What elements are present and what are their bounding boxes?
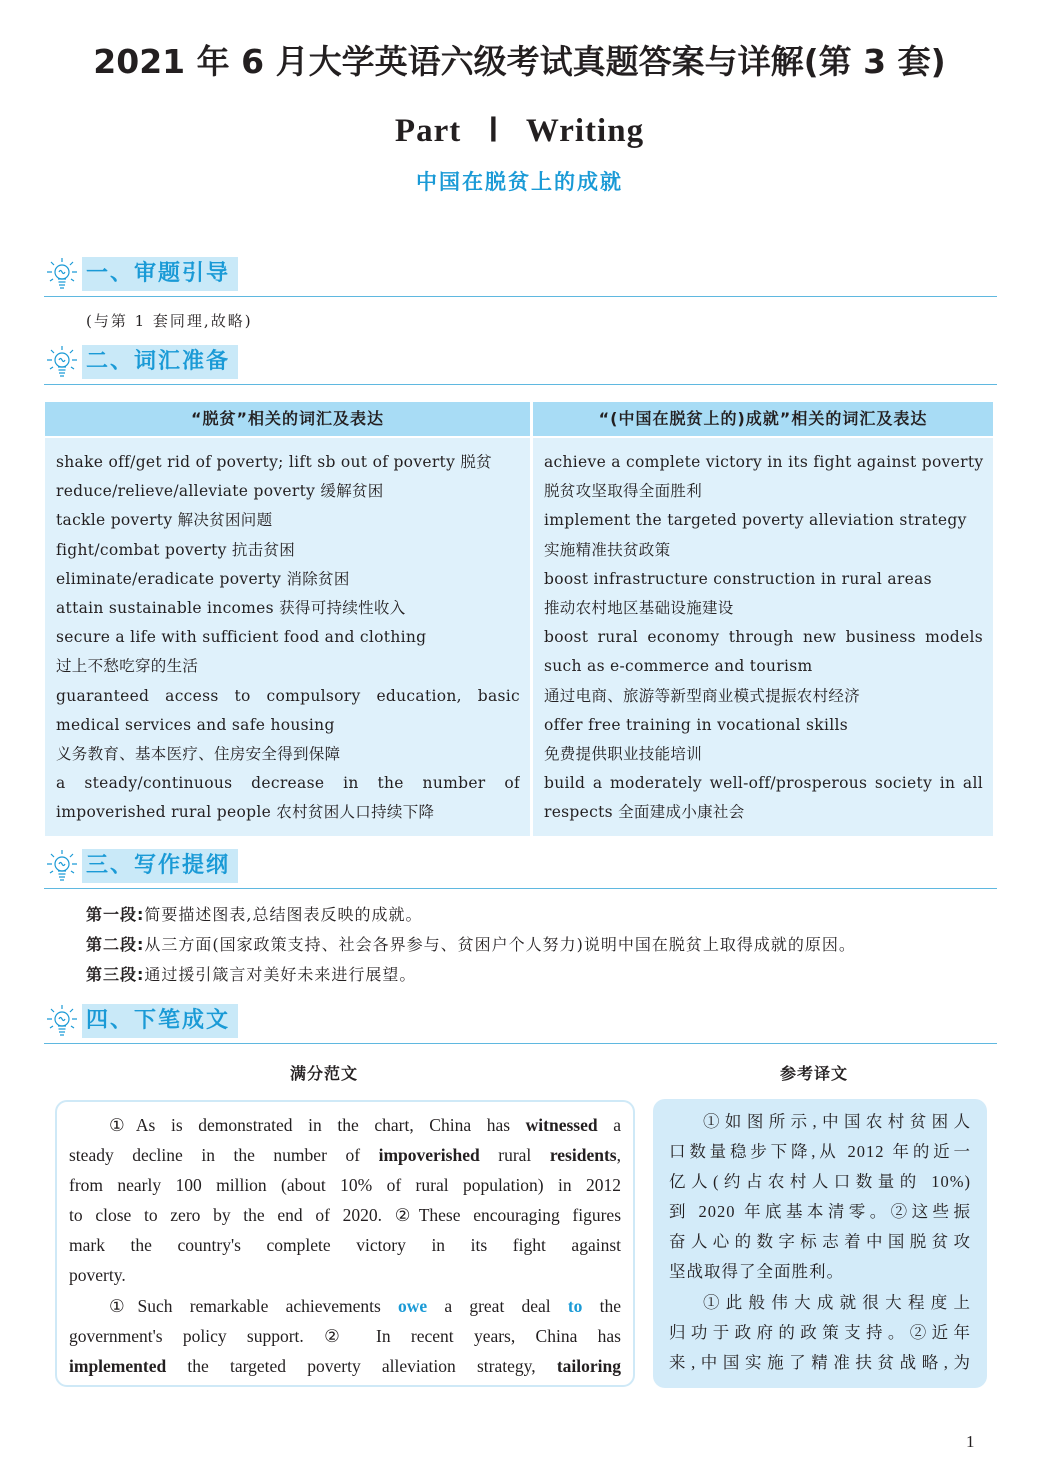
- text-segment: a: [597, 1115, 621, 1135]
- vocab-line: 推动农村地区基础设施建设: [544, 598, 734, 617]
- translation-line: ①此般伟大成就很大程度上: [703, 1292, 971, 1312]
- translation-line: 口数量稳步下降,从 2012 年的近一: [669, 1142, 971, 1162]
- outline-item: 第二段:从三方面(国家政策支持、社会各界参与、贫困户个人努力)说明中国在脱贫上取得成就的原因。: [86, 935, 856, 954]
- outline-item: 第三段:通过援引箴言对美好未来进行展望。: [86, 965, 417, 984]
- vocab-line: implement the targeted poverty alleviation strategy: [544, 511, 967, 530]
- vocab-entry: [544, 740, 983, 769]
- highlighted-word: tailoring: [556, 1355, 621, 1376]
- section1-note: (与第 1 套同理,故略): [86, 312, 253, 330]
- column-body: [533, 438, 993, 836]
- translation-line: 归功于政府的政策支持。②近年: [669, 1322, 971, 1342]
- writing-outline: [86, 900, 856, 990]
- section-label: 三、写作提纲: [82, 849, 238, 883]
- vocab-line: respects 全面建成小康社会: [544, 803, 745, 822]
- lightbulb-icon: [44, 848, 80, 886]
- outline-item: 第一段:简要描述图表,总结图表反映的成就。: [86, 905, 423, 924]
- vocab-line: boost infrastructure construction in rural areas: [544, 569, 932, 588]
- text-segment: poverty.: [69, 1265, 126, 1286]
- vocab-line: guaranteed access to compulsory education, basic: [56, 686, 520, 705]
- essay-topic: 中国在脱贫上的成就: [416, 170, 623, 194]
- section-label: 二、词汇准备: [82, 345, 238, 379]
- text-segment: from nearly 100 million (about 10% of rural population) in 2012: [69, 1175, 621, 1196]
- section-header-3: [44, 848, 997, 889]
- vocab-entry: [544, 448, 983, 477]
- vocab-entry: [544, 506, 983, 535]
- highlighted-word: implemented: [69, 1355, 167, 1376]
- vocab-line: eliminate/eradicate poverty 消除贫困: [56, 569, 350, 588]
- essay-line: [69, 1230, 621, 1260]
- vocab-entry: [544, 711, 983, 740]
- vocab-entry: [544, 565, 983, 594]
- vocab-line: 实施精准扶贫政策: [544, 540, 671, 559]
- vocab-line: offer free training in vocational skills: [544, 715, 849, 734]
- lightbulb-icon: [44, 256, 80, 294]
- vocab-line: 通过电商、旅游等新型商业模式提振农村经济: [544, 686, 861, 705]
- vocab-entry: [544, 682, 983, 711]
- translation-box: [653, 1099, 987, 1388]
- vocab-entry: [56, 506, 520, 535]
- vocab-entry: [56, 682, 520, 740]
- essay-line: [69, 1200, 621, 1230]
- essay-line: [69, 1321, 621, 1351]
- vocab-line: secure a life with sufficient food and clothing: [56, 628, 427, 647]
- translation-title: 参考译文: [780, 1064, 849, 1083]
- highlighted-word: witnessed: [525, 1115, 598, 1135]
- page-number: 1: [966, 1432, 975, 1451]
- text-segment: the targeted poverty alleviation strategy,: [166, 1355, 557, 1376]
- vocab-entry: [56, 623, 520, 652]
- lightbulb-icon: [44, 344, 80, 382]
- text-segment: steady decline in the number of: [69, 1145, 379, 1166]
- highlighted-word: residents: [549, 1145, 617, 1166]
- vocab-entry: [544, 623, 983, 681]
- section-header-4: [44, 1003, 997, 1044]
- text-segment: mark the country's complete victory in its fight against: [69, 1235, 621, 1256]
- highlighted-word: owe: [398, 1295, 428, 1316]
- lightbulb-icon: [44, 1003, 80, 1041]
- document-title: 2021 年 6 月大学英语六级考试真题答案与详解(第 3 套): [93, 42, 946, 81]
- essay-line: [69, 1110, 621, 1140]
- vocab-entry: [56, 565, 520, 594]
- vocab-entry: [56, 448, 520, 477]
- section-label: 四、下笔成文: [82, 1004, 238, 1038]
- text-segment: the: [582, 1295, 621, 1316]
- vocab-entry: [544, 477, 983, 506]
- vocab-line: shake off/get rid of poverty; lift sb out of poverty 脱贫: [56, 453, 492, 471]
- vocab-line: 过上不愁吃穿的生活: [56, 657, 199, 676]
- translation-line: 亿人(约占农村人口数量的 10%): [669, 1172, 971, 1192]
- vocab-line: such as e-commerce and tourism: [544, 657, 813, 676]
- text-segment: government's policy support. ② In recent years, China has: [69, 1325, 621, 1346]
- text-segment: to close to zero by the end of 2020. ②These encouraging figures: [69, 1205, 621, 1226]
- vocab-entry: [56, 594, 520, 623]
- vocab-line: boost rural economy through new business models: [544, 628, 983, 647]
- vocab-entry: [56, 740, 520, 769]
- column-header: “脱贫”相关的词汇及表达: [45, 402, 530, 436]
- vocab-line: medical services and safe housing: [56, 715, 335, 734]
- vocab-column-achievement: [533, 402, 993, 836]
- highlighted-word: impoverished: [378, 1145, 480, 1166]
- vocab-line: 义务教育、基本医疗、住房安全得到保障: [56, 744, 341, 763]
- section-header-2: [44, 344, 997, 385]
- translation-line: 到 2020 年底基本清零。②这些振: [669, 1202, 971, 1222]
- translation-line: 奋人心的数字标志着中国脱贫攻: [669, 1232, 971, 1252]
- essay-line: [69, 1291, 621, 1321]
- model-essay-title: 满分范文: [290, 1064, 359, 1083]
- vocab-entry: [56, 477, 520, 506]
- vocab-line: 脱贫攻坚取得全面胜利: [544, 482, 703, 501]
- text-segment: ①As is demonstrated in the chart, China has: [109, 1115, 526, 1135]
- vocab-line: impoverished rural people 农村贫困人口持续下降: [56, 803, 435, 822]
- vocab-line: reduce/relieve/alleviate poverty 缓解贫困: [56, 482, 384, 501]
- vocab-entry: [544, 594, 983, 623]
- model-essay-box: [55, 1100, 635, 1387]
- vocab-line: achieve a complete victory in its fight against poverty: [544, 453, 984, 471]
- highlighted-word: to: [567, 1295, 583, 1316]
- vocab-entry: [56, 769, 520, 827]
- vocab-column-poverty: [45, 402, 530, 836]
- text-segment: a great deal: [427, 1295, 568, 1316]
- column-header: “(中国在脱贫上的)成就”相关的词汇及表达: [533, 402, 993, 436]
- vocab-table: [45, 402, 993, 836]
- translation-line: ①如图所示,中国农村贫困人: [703, 1112, 971, 1131]
- vocab-line: fight/combat poverty 抗击贫困: [56, 540, 296, 559]
- vocab-line: tackle poverty 解决贫困问题: [56, 511, 273, 530]
- translation-line: 来,中国实施了精准扶贫战略,为: [669, 1352, 971, 1372]
- text-segment: ,: [616, 1145, 621, 1166]
- vocab-line: 免费提供职业技能培训: [544, 744, 703, 763]
- text-segment: ①Such remarkable achievements: [109, 1295, 399, 1316]
- essay-line: [69, 1351, 621, 1381]
- essay-line: [69, 1170, 621, 1200]
- vocab-line: a steady/continuous decrease in the number of: [56, 774, 520, 793]
- translation-line: 坚战取得了全面胜利。: [669, 1262, 844, 1282]
- vocab-entry: [544, 536, 983, 565]
- vocab-entry: [56, 536, 520, 565]
- part-heading: Part Ⅰ Writing: [394, 113, 645, 149]
- vocab-line: build a moderately well-off/prosperous society in all: [544, 774, 983, 793]
- vocab-entry: [56, 652, 520, 681]
- section-header-1: [44, 256, 997, 297]
- text-segment: rural: [479, 1145, 550, 1166]
- column-body: [45, 438, 530, 836]
- vocab-line: attain sustainable incomes 获得可持续性收入: [56, 598, 406, 617]
- section-label: 一、审题引导: [82, 257, 238, 291]
- essay-line: [69, 1260, 621, 1290]
- vocab-entry: [544, 769, 983, 827]
- essay-line: [69, 1140, 621, 1170]
